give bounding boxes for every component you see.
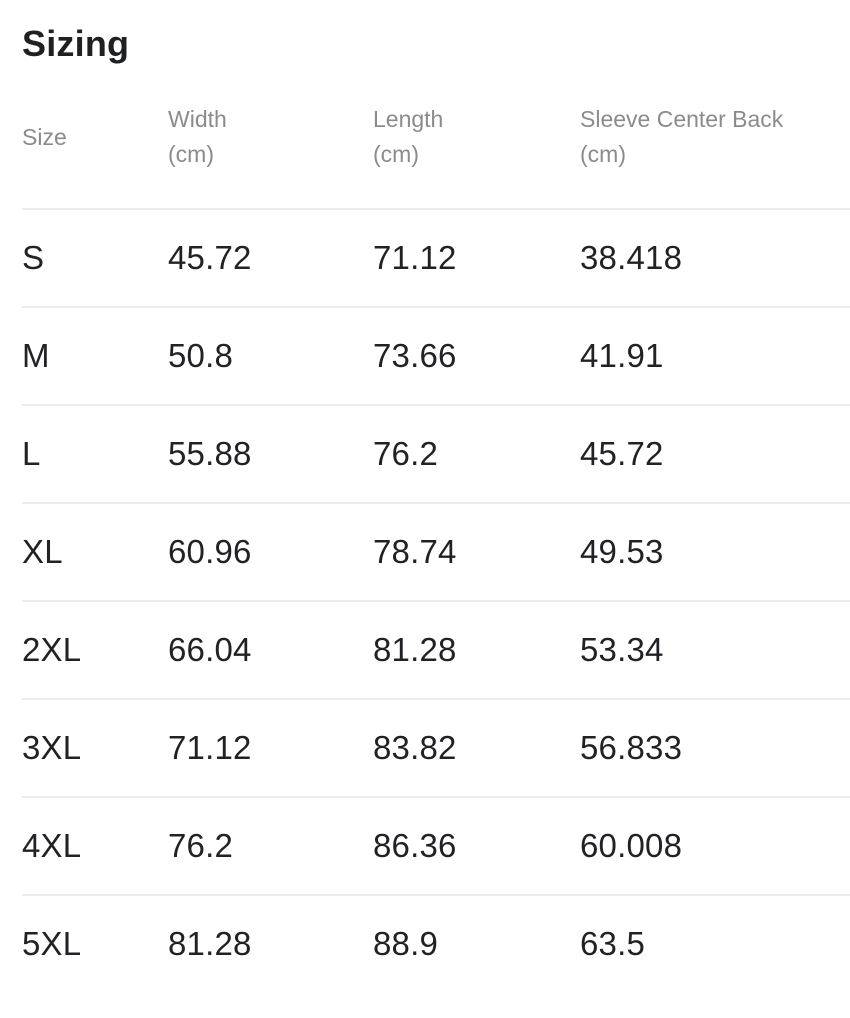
table-row-s <box>22 208 850 306</box>
header-label: Sleeve Center Back <box>580 106 784 132</box>
width-cell: 50.8 <box>168 337 234 374</box>
table-row-m <box>22 306 850 404</box>
column-header-length <box>373 102 580 172</box>
width-cell: 76.2 <box>168 827 234 864</box>
sizing-table <box>22 66 850 992</box>
header-label: Size <box>22 123 67 150</box>
length-cell: 86.36 <box>373 827 457 864</box>
header-label: Length <box>373 106 444 132</box>
sleeve-cell: 49.53 <box>580 533 664 570</box>
size-cell: S <box>22 239 45 276</box>
size-cell: XL <box>22 533 63 570</box>
sleeve-cell: 56.833 <box>580 729 683 766</box>
length-cell: 76.2 <box>373 435 439 472</box>
table-row-2xl <box>22 600 850 698</box>
header-label: Width <box>168 106 227 132</box>
length-cell: 81.28 <box>373 631 457 668</box>
column-header-width <box>168 102 373 172</box>
column-header-size <box>22 120 168 155</box>
sleeve-cell: 45.72 <box>580 435 664 472</box>
header-unit: (cm) <box>373 141 419 167</box>
length-cell: 73.66 <box>373 337 457 374</box>
width-cell: 45.72 <box>168 239 252 276</box>
table-body <box>22 208 850 992</box>
size-cell: 5XL <box>22 925 82 962</box>
column-header-sleeve-center-back <box>580 102 850 172</box>
length-cell: 78.74 <box>373 533 457 570</box>
sleeve-cell: 41.91 <box>580 337 664 374</box>
sleeve-cell: 63.5 <box>580 925 646 962</box>
size-cell: 4XL <box>22 827 82 864</box>
table-row-3xl <box>22 698 850 796</box>
table-row-5xl <box>22 894 850 992</box>
table-row-4xl <box>22 796 850 894</box>
header-unit: (cm) <box>580 141 626 167</box>
width-cell: 55.88 <box>168 435 252 472</box>
size-cell: 3XL <box>22 729 82 766</box>
sleeve-cell: 38.418 <box>580 239 683 276</box>
page-title: Sizing <box>22 23 130 64</box>
table-row-l <box>22 404 850 502</box>
table-header-row <box>22 66 850 208</box>
width-cell: 60.96 <box>168 533 252 570</box>
width-cell: 66.04 <box>168 631 252 668</box>
sleeve-cell: 53.34 <box>580 631 664 668</box>
length-cell: 71.12 <box>373 239 457 276</box>
length-cell: 83.82 <box>373 729 457 766</box>
size-cell: M <box>22 337 50 374</box>
width-cell: 81.28 <box>168 925 252 962</box>
size-cell: 2XL <box>22 631 82 668</box>
sleeve-cell: 60.008 <box>580 827 683 864</box>
header-unit: (cm) <box>168 141 214 167</box>
table-row-xl <box>22 502 850 600</box>
length-cell: 88.9 <box>373 925 439 962</box>
size-cell: L <box>22 435 41 472</box>
width-cell: 71.12 <box>168 729 252 766</box>
